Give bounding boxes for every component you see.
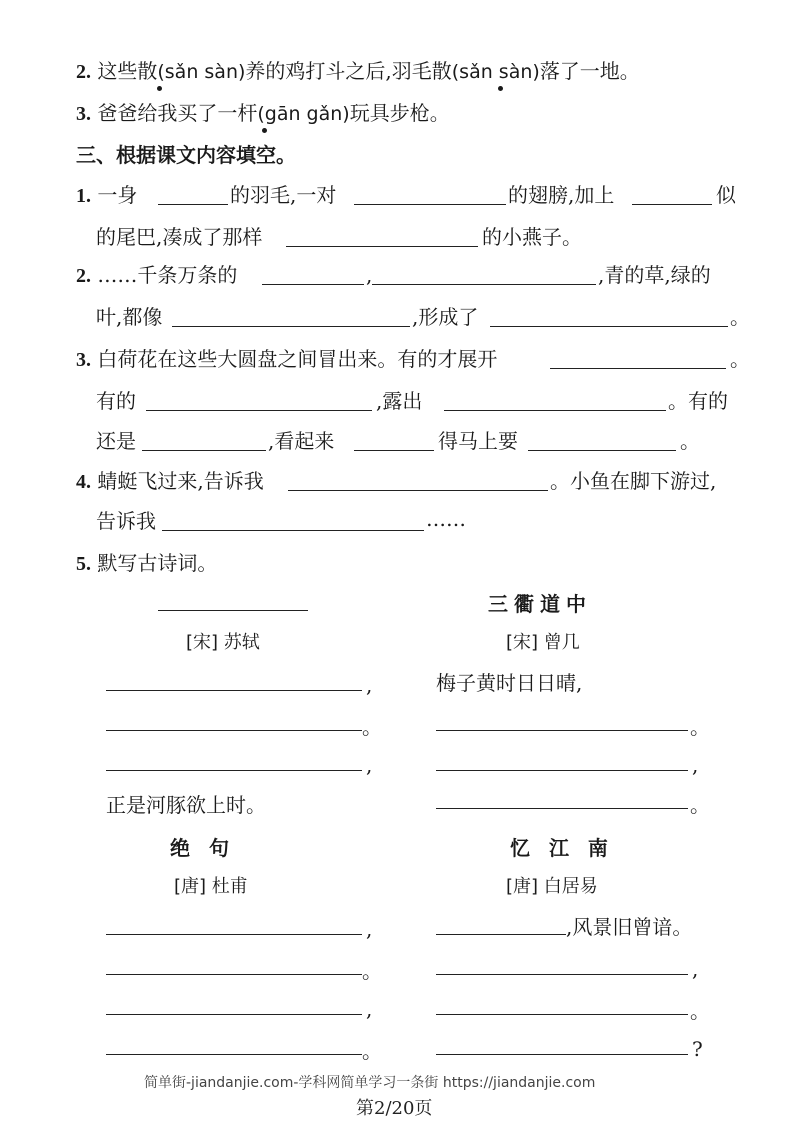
blank[interactable] <box>436 974 688 975</box>
text: ,看起来 <box>268 429 335 453</box>
blank[interactable] <box>436 770 688 771</box>
blank[interactable] <box>528 450 676 451</box>
blank[interactable] <box>490 326 728 327</box>
page-number: 第2/20页 <box>356 1098 433 1119</box>
blank[interactable] <box>436 1054 688 1055</box>
poem-title: 绝 句 <box>170 836 235 860</box>
blank[interactable] <box>286 246 478 247</box>
blank[interactable] <box>106 974 362 975</box>
pinyin-choice: (gān gǎn) <box>257 103 350 125</box>
text: 白荷花在这些大圆盘之间冒出来。有的才展开 <box>97 347 498 371</box>
question-number: 3. <box>76 349 91 371</box>
poem-author: [宋] 曾几 <box>506 632 580 653</box>
blank[interactable] <box>172 326 410 327</box>
text: 。 <box>730 347 750 371</box>
question-number: 4. <box>76 471 91 493</box>
text: ,露出 <box>376 389 423 413</box>
question-number: 3. <box>76 103 91 125</box>
text: 的翅膀,加上 <box>508 183 615 207</box>
blank[interactable] <box>288 490 548 491</box>
blank[interactable] <box>632 204 712 205</box>
blank[interactable] <box>106 1054 362 1055</box>
text: 玩具步枪。 <box>349 101 450 125</box>
text: 有的 <box>96 389 136 413</box>
blank[interactable] <box>162 530 424 531</box>
text: 的羽毛,一对 <box>230 183 337 207</box>
blank[interactable] <box>354 204 506 205</box>
blank[interactable] <box>106 1014 362 1015</box>
blank[interactable] <box>436 934 566 935</box>
question-number: 2. <box>76 265 91 287</box>
poem-title-blank[interactable] <box>158 610 308 611</box>
dotted-char: 散 <box>137 59 158 83</box>
punct: , <box>366 753 373 777</box>
poem-line: 正是河豚欲上时。 <box>106 793 266 817</box>
text: …… <box>426 507 466 531</box>
blank[interactable] <box>106 770 362 771</box>
blank[interactable] <box>550 368 726 369</box>
fill-3-line-1 <box>76 346 497 373</box>
punct: 。 <box>362 715 382 739</box>
punct: , <box>366 997 373 1021</box>
punct: ? <box>692 1037 703 1061</box>
blank[interactable] <box>106 934 362 935</box>
pinyin-choice: (sǎn sàn) <box>157 61 246 83</box>
blank[interactable] <box>106 690 362 691</box>
text: 。 <box>680 429 700 453</box>
blank[interactable] <box>354 450 434 451</box>
blank[interactable] <box>142 450 266 451</box>
question-number: 2. <box>76 61 91 83</box>
punct: , <box>692 753 699 777</box>
blank[interactable] <box>262 284 364 285</box>
text: 蜻蜓飞过来,告诉我 <box>97 469 264 493</box>
punct: 。 <box>362 1039 382 1063</box>
punct: , <box>366 673 373 697</box>
blank[interactable] <box>444 410 666 411</box>
text: 默写古诗词。 <box>97 551 218 575</box>
section-title: 三、根据课文内容填空。 <box>76 143 296 167</box>
text: 养的鸡打斗之后,羽毛 <box>245 59 432 83</box>
poem-line: ,风景旧曾谙。 <box>566 915 693 939</box>
text: 的尾巴,凑成了那样 <box>96 225 263 249</box>
poem-author: [唐] 杜甫 <box>174 876 248 897</box>
dotted-char: 杆 <box>237 101 258 125</box>
text: 的小燕子。 <box>482 225 582 249</box>
poem-author: [唐] 白居易 <box>506 876 598 897</box>
fill-4-line-1 <box>76 468 264 495</box>
fill-5 <box>76 550 217 577</box>
blank[interactable] <box>158 204 228 205</box>
text: , <box>366 263 373 287</box>
question-2 <box>76 58 640 85</box>
text: ,形成了 <box>412 305 479 329</box>
fill-2-line-1 <box>76 262 237 289</box>
dotted-char: 散 <box>431 59 452 83</box>
blank[interactable] <box>436 808 688 809</box>
poem-line: 梅子黄时日日晴, <box>436 671 583 695</box>
fill-1-line-1 <box>76 182 137 209</box>
text: 告诉我 <box>96 509 156 533</box>
poem-author: [宋] 苏轼 <box>186 632 260 653</box>
question-number: 1. <box>76 185 91 207</box>
text: ……千条万条的 <box>97 263 238 287</box>
text: 。小鱼在脚下游过, <box>550 469 717 493</box>
text: 一身 <box>97 183 138 207</box>
text: 这些 <box>97 59 138 83</box>
text: 。有的 <box>668 389 728 413</box>
blank[interactable] <box>436 730 688 731</box>
emphasis-dot <box>157 86 162 91</box>
punct: 。 <box>362 959 382 983</box>
question-number: 5. <box>76 553 91 575</box>
emphasis-dot <box>498 86 503 91</box>
blank[interactable] <box>146 410 372 411</box>
pinyin-choice: (sǎn sàn) <box>451 61 540 83</box>
poem-title: 忆 江 南 <box>510 836 614 860</box>
text: 得马上要 <box>438 429 518 453</box>
punct: 。 <box>690 715 710 739</box>
punct: , <box>692 957 699 981</box>
text: 爸爸给我买了一 <box>97 101 238 125</box>
poem-title: 三衢道中 <box>488 592 592 616</box>
text: 落了一地。 <box>539 59 640 83</box>
watermark: 简单街-jiandanjie.com-学科网简单学习一条街 https://jiandanjie.com <box>144 1075 596 1091</box>
punct: 。 <box>690 793 710 817</box>
text: 还是 <box>96 429 136 453</box>
blank[interactable] <box>436 1014 688 1015</box>
punct: , <box>366 917 373 941</box>
text: ,青的草,绿的 <box>598 263 711 287</box>
question-3 <box>76 100 450 127</box>
text: 。 <box>730 305 750 329</box>
text: 叶,都像 <box>96 305 163 329</box>
punct: 。 <box>690 999 710 1023</box>
emphasis-dot <box>262 128 267 133</box>
blank[interactable] <box>372 284 596 285</box>
blank[interactable] <box>106 730 362 731</box>
text: 似 <box>716 183 736 207</box>
